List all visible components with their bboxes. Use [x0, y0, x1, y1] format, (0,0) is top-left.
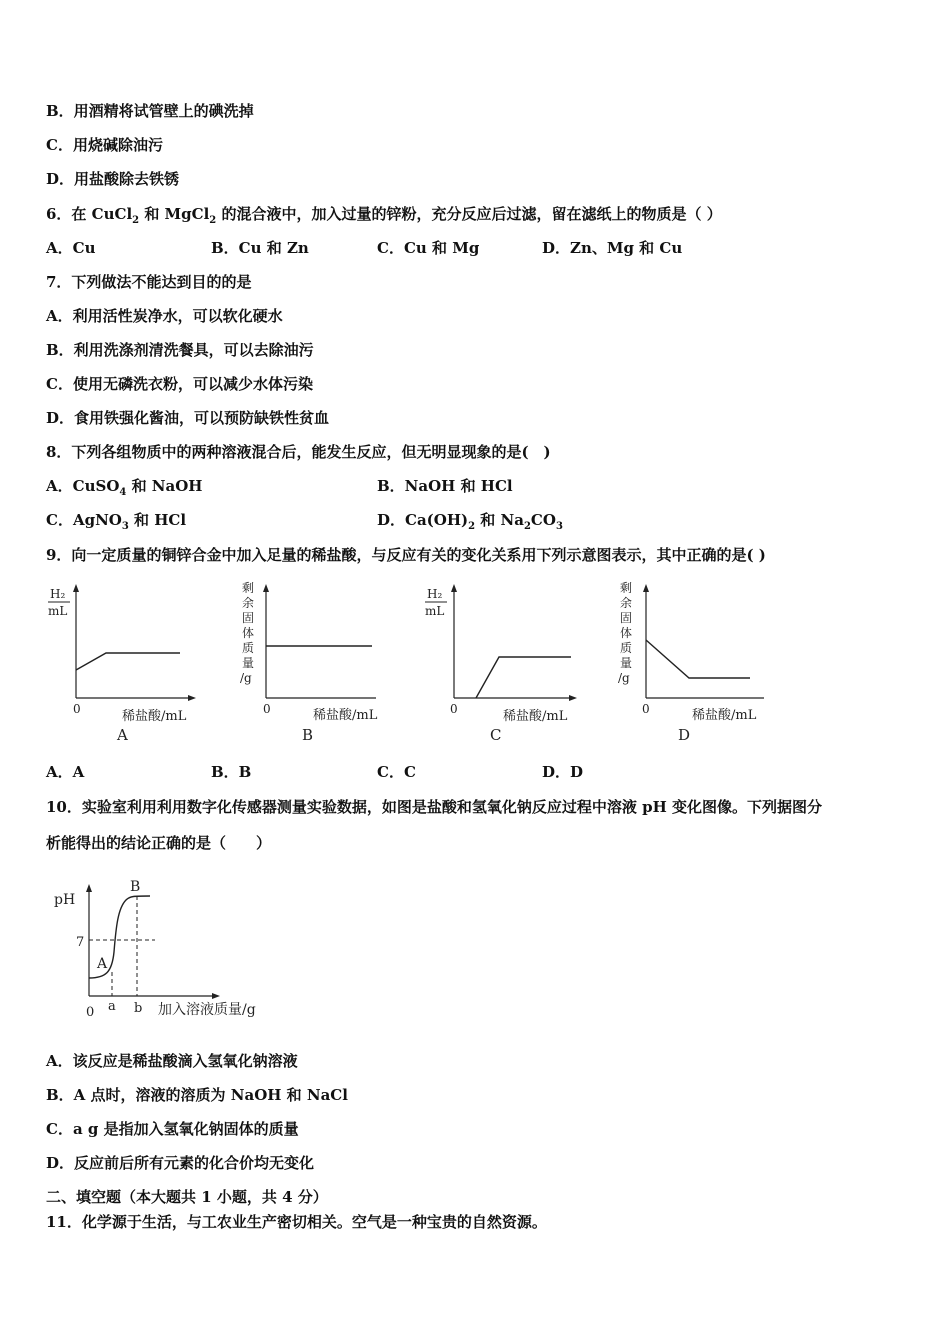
graph-b-ylabel-3: 固	[242, 611, 255, 625]
graph-b-origin: 0	[263, 702, 271, 716]
graph-a-ylabel-bottom: mL	[48, 604, 68, 618]
q10-option-a: A．该反应是稀盐酸滴入氢氧化钠溶液	[46, 1052, 298, 1070]
q7-option-c: C．使用无磷洗衣粉，可以减少水体污染	[46, 375, 313, 393]
graph-d-letter: D	[678, 726, 691, 744]
q6-option-d: D．Zn、Mg 和 Cu	[542, 239, 683, 257]
q6-stem: 6．在 CuCl$_2$ 和 MgCl$_2$ 的混合液中，加入过量的锌粉，充分反应后过滤，留在滤纸上的物质是（ ）	[46, 205, 722, 226]
graph-b-ylabel-7: /g	[240, 671, 252, 685]
graph-c-x-arrow	[569, 695, 577, 701]
q9-graph-c	[421, 580, 591, 750]
graph-b-ylabel-2: 余	[242, 596, 255, 610]
q8-option-c: C．AgNO$_3$ 和 HCl	[46, 511, 187, 532]
q7-option-b: B．利用洗涤剂清洗餐具，可以去除油污	[46, 341, 314, 359]
q9-option-d: D．D	[542, 763, 584, 781]
graph-d-xlabel: 稀盐酸/mL	[692, 708, 757, 723]
graph-a-curve	[76, 653, 180, 670]
graph-c-ylabel-top: H₂	[427, 587, 443, 601]
q10-stem-line2: 析能得出的结论正确的是（ ）	[46, 834, 272, 852]
q8-option-b: B．NaOH 和 HCl	[377, 477, 513, 495]
ph-graph-origin: 0	[86, 1005, 95, 1020]
q8-option-d: D．$Ca(OH)_2$ 和 $Na_2CO_3$	[377, 511, 563, 532]
q7-stem: 7．下列做法不能达到目的的是	[46, 273, 252, 291]
q11-stem: 11．化学源于生活，与工农业生产密切相关。空气是一种宝贵的自然资源。	[46, 1213, 547, 1231]
graph-b-ylabel-1: 剩	[242, 581, 255, 595]
graph-b-ylabel-4: 体	[242, 626, 255, 640]
ph-graph-ylabel: pH	[54, 892, 76, 908]
graph-c-origin: 0	[450, 702, 458, 716]
q7-option-a: A．利用活性炭净水，可以软化硬水	[46, 307, 283, 325]
q6-option-c: C．Cu 和 Mg	[377, 239, 480, 257]
q9-option-a: A．A	[46, 763, 85, 781]
graph-d-ylabel-5: 质	[620, 641, 633, 655]
ph-graph-y-arrow	[86, 884, 92, 892]
q10-ph-graph	[48, 872, 288, 1024]
q9-graph-a	[44, 580, 214, 750]
q9-option-c: C．C	[377, 763, 416, 781]
graph-a-y-arrow	[73, 584, 79, 592]
graph-b-letter: B	[302, 726, 314, 744]
graph-d-ylabel-2: 余	[620, 596, 633, 610]
q9-graph-b	[236, 578, 406, 750]
graph-c-ylabel-bottom: mL	[425, 604, 445, 618]
graph-d-ylabel-6: 量	[620, 656, 633, 670]
graph-c-y-arrow	[451, 584, 457, 592]
graph-b-ylabel-5: 质	[242, 641, 255, 655]
ph-graph-point-b: B	[130, 879, 141, 895]
q10-stem-line1: 10．实验室利用利用数字化传感器测量实验数据，如图是盐酸和氢氧化钠反应过程中溶液 pH 变化图像。下列据图分	[46, 798, 822, 816]
graph-b-y-arrow	[263, 584, 269, 592]
ph-graph-seven-label: 7	[76, 935, 85, 950]
q8-stem: 8．下列各组物质中的两种溶液混合后，能发生反应，但无明显现象的是( )	[46, 443, 551, 461]
graph-a-ylabel-top: H₂	[50, 587, 66, 601]
q8-option-a: A．CuSO$_4$ 和 NaOH	[46, 477, 203, 498]
graph-a-xlabel: 稀盐酸/mL	[122, 709, 187, 724]
ph-graph-tick-a: a	[108, 999, 116, 1014]
graph-b-xlabel: 稀盐酸/mL	[313, 708, 378, 723]
q5-option-c: C．用烧碱除油污	[46, 136, 163, 154]
ph-graph-tick-b: b	[134, 1001, 143, 1016]
graph-d-ylabel-1: 剩	[620, 581, 633, 595]
q10-option-c: C．a g 是指加入氢氧化钠固体的质量	[46, 1120, 299, 1138]
graph-d-origin: 0	[642, 702, 650, 716]
q7-option-d: D．食用铁强化酱油，可以预防缺铁性贫血	[46, 409, 330, 427]
ph-graph-xlabel: 加入溶液质量/g	[158, 1002, 256, 1018]
graph-c-xlabel: 稀盐酸/mL	[503, 709, 568, 724]
q10-option-b: B．A 点时，溶液的溶质为 NaOH 和 NaCl	[46, 1086, 348, 1104]
graph-a-origin: 0	[73, 702, 81, 716]
graph-d-ylabel-7: /g	[618, 671, 630, 685]
q6-option-a: A．Cu	[46, 239, 96, 257]
q6-option-b: B．Cu 和 Zn	[211, 239, 309, 257]
ph-graph-point-a: A	[97, 956, 108, 972]
graph-d-y-arrow	[643, 584, 649, 592]
q5-option-b: B．用酒精将试管壁上的碘洗掉	[46, 102, 254, 120]
graph-c-letter: C	[490, 726, 502, 744]
section-2-heading: 二、填空题（本大题共 1 小题，共 4 分）	[46, 1188, 328, 1206]
q10-option-d: D．反应前后所有元素的化合价均无变化	[46, 1154, 315, 1172]
graph-c-curve	[476, 657, 571, 698]
q5-option-d: D．用盐酸除去铁锈	[46, 170, 180, 188]
graph-d-curve	[646, 640, 750, 678]
q9-stem: 9．向一定质量的铜锌合金中加入足量的稀盐酸，与反应有关的变化关系用下列示意图表示，其中正确的是( )	[46, 546, 766, 564]
q9-option-b: B．B	[211, 763, 252, 781]
q9-graph-d	[614, 578, 784, 750]
graph-d-ylabel-4: 体	[620, 626, 633, 640]
graph-b-ylabel-6: 量	[242, 656, 255, 670]
graph-d-ylabel-3: 固	[620, 611, 633, 625]
graph-a-x-arrow	[188, 695, 196, 701]
ph-graph-x-arrow	[212, 993, 220, 999]
graph-a-letter: A	[117, 726, 128, 744]
